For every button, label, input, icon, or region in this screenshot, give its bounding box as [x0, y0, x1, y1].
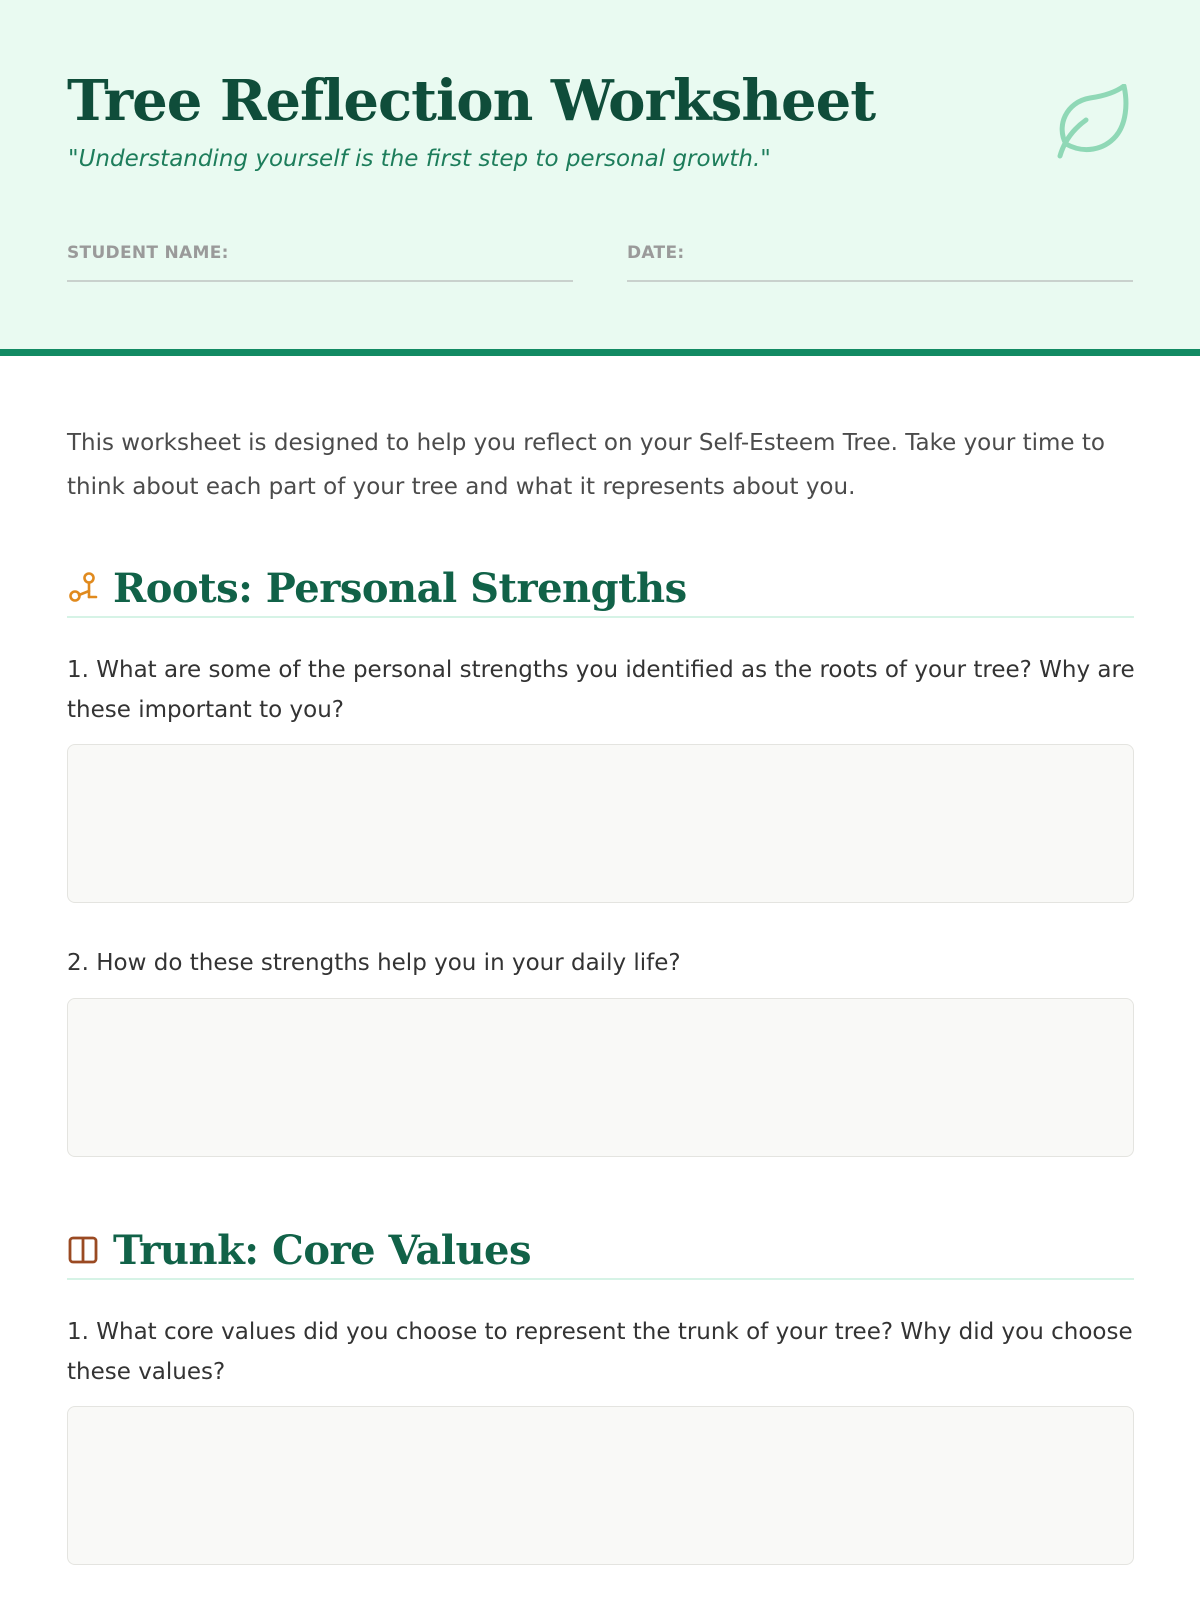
worksheet-title: Tree Reflection Worksheet [67, 68, 876, 134]
trunk-icon [67, 1233, 101, 1267]
question-roots-1: 1. What are some of the personal strengths you identified as the roots of your tree? Why are these important to you? [67, 657, 1135, 723]
answer-box-roots-1[interactable] [67, 744, 1134, 903]
leaf-icon [1052, 84, 1130, 162]
student-name-label: STUDENT NAME: [67, 243, 229, 263]
question-trunk-1: 1. What core values did you choose to represent the trunk of your tree? Why did you choose these values? [67, 1319, 1133, 1385]
section-trunk-title: Trunk: Core Values [113, 1226, 531, 1274]
answer-box-roots-2[interactable] [67, 998, 1134, 1157]
section-roots-heading [67, 560, 1134, 618]
question-roots-2: 2. How do these strengths help you in your daily life? [67, 950, 681, 976]
worksheet-header [0, 0, 1200, 356]
section-roots-title: Roots: Personal Strengths [113, 564, 687, 612]
date-label: DATE: [627, 243, 685, 263]
header-quote: "Understanding yourself is the first step to personal growth." [68, 146, 771, 172]
date-field[interactable] [627, 243, 1133, 282]
root-icon [67, 571, 101, 605]
answer-box-trunk-1[interactable] [67, 1406, 1134, 1565]
intro-text: This worksheet is designed to help you reflect on your Self-Esteem Tree. Take your time to think about each part of your tree and what it represents about you. [67, 430, 1105, 500]
section-trunk-heading [67, 1222, 1134, 1280]
student-name-field[interactable] [67, 243, 573, 282]
